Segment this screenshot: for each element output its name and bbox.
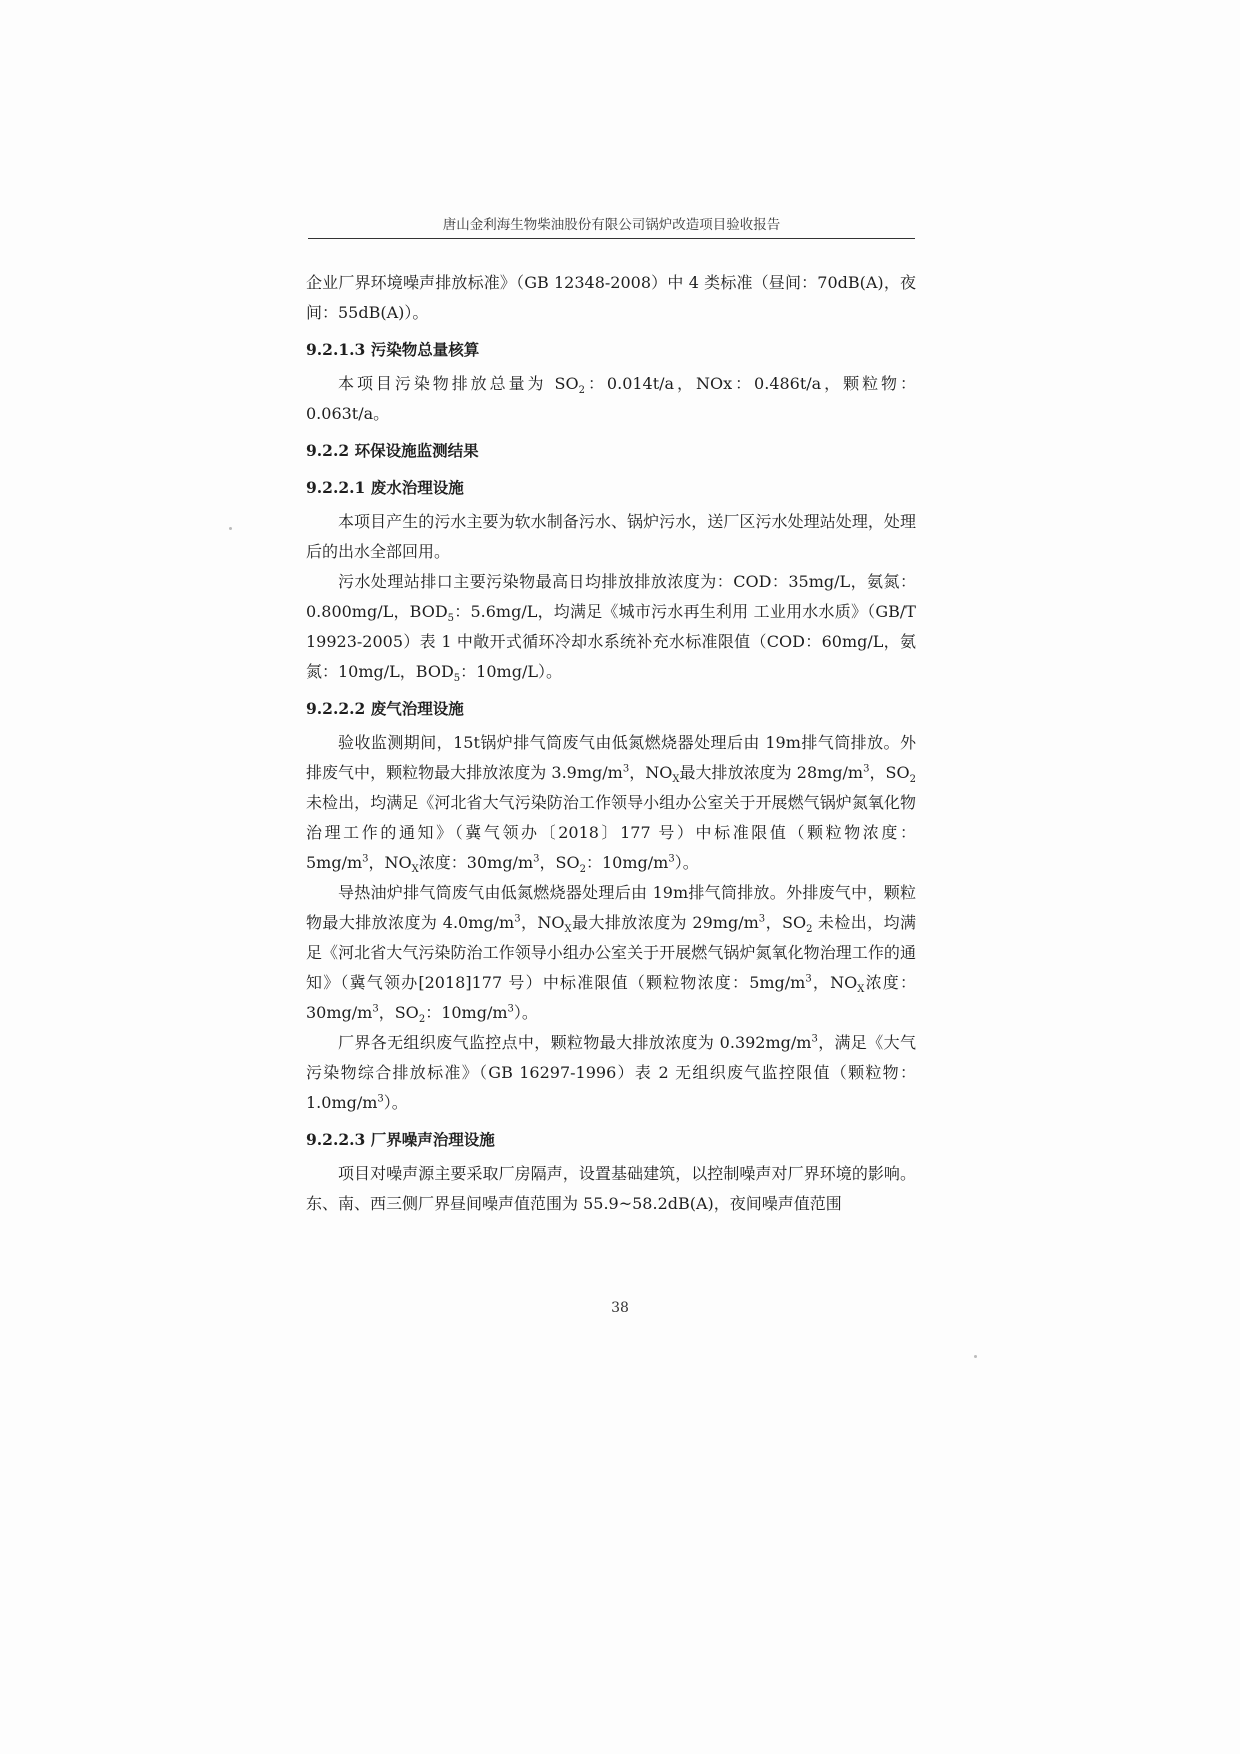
heading-number: 9.2.2 (306, 441, 350, 460)
paragraph-noise-control: 项目对噪声源主要采取厂房隔声，设置基础建筑，以控制噪声对厂界环境的影响。东、南、西三侧厂界昼间噪声值范围为 55.9~58.2dB(A)，夜间噪声值范围 (306, 1164, 916, 1213)
text-run: ）。 (513, 1003, 538, 1022)
text-run: ：0.014t/a，NOx：0.486t/a，颗粒物：0.063t/a。 (306, 374, 916, 423)
heading-text: 环保设施监测结果 (354, 442, 479, 460)
text-run: ：10mg/L）。 (460, 662, 562, 681)
superscript: 3 (514, 913, 521, 925)
subscript: 2 (909, 774, 916, 786)
paragraph-total-emissions (306, 369, 916, 429)
paragraph-wastewater-source: 本项目产生的污水主要为软水制备污水、锅炉污水，送厂区污水处理站处理，处理后的出水全部回用。 (306, 512, 916, 561)
text-run: 污水处理站排口主要污染物最高日均排放排放浓度为：COD：35mg/L，氨氮：0.800mg/L，BOD (306, 572, 916, 621)
subscript: X (411, 864, 419, 876)
superscript: 3 (758, 913, 766, 925)
text-run: ：10mg/m (425, 1003, 508, 1022)
text-run: 验收监测期间，15t锅炉排气筒废气由低氮燃烧器处理后由 19m排气筒排放。外排废气中，颗粒物最大排放浓度为 3.9mg/m (306, 733, 916, 782)
page-header: 唐山金利海生物柴油股份有限公司锅炉改造项目验收报告 (442, 217, 781, 233)
text-run: ）。 (674, 853, 699, 872)
scan-speck (974, 1355, 977, 1358)
heading-number: 9.2.2.1 (306, 478, 366, 497)
scan-speck (229, 527, 232, 530)
heading-9-2-1-3 (306, 335, 916, 365)
paragraph-oil-heater-exhaust (306, 878, 916, 1028)
superscript: 3 (863, 763, 870, 775)
text-run: ，满足《大气污染物综合排放标准》（GB 16297-1996）表 2 无组织废气监控限值（颗粒物：1.0mg/m (306, 1033, 916, 1112)
text-run: ，SO (539, 853, 580, 872)
heading-text: 污染物总量核算 (370, 341, 480, 359)
text-run: 本项目污染物排放总量为 SO (338, 374, 579, 393)
text-run: 浓度：30mg/m (306, 973, 916, 1022)
text-run: ）。 (383, 1093, 408, 1112)
paragraph-fugitive-emissions (306, 1028, 916, 1118)
text-run: ：10mg/m (585, 853, 669, 872)
subscript: 2 (578, 385, 586, 397)
superscript: 3 (533, 853, 540, 865)
heading-9-2-2-2 (306, 694, 916, 724)
text-run: 导热油炉排气筒废气由低氮燃烧器处理后由 19m排气筒排放。外排废气中，颗粒物最大排放浓度为 4.0mg/m (306, 883, 916, 932)
subscript: 5 (447, 613, 455, 625)
text-run: 未检出，均满足《河北省大气污染防治工作领导小组办公室关于开展燃气锅炉氮氧化物治理工作的通知》（冀气领办〔2018〕177 号）中标准限值（颗粒物浓度：5mg/m (306, 793, 916, 872)
subscript: 2 (806, 924, 813, 936)
text-run: ，SO (869, 763, 910, 782)
text-run: 厂界各无组织废气监控点中，颗粒物最大排放浓度为 0.392mg/m (338, 1033, 812, 1052)
text-run: ：5.6mg/L，均满足《城市污水再生利用 工业用水水质》（GB/T 19923-2005）表 1 中敞开式循环冷却水系统补充水标准限值（COD：60mg/L，氨氮：10mg/L，BOD (306, 602, 916, 681)
text-run: 浓度：30mg/m (418, 853, 534, 872)
text-run: ，NO (811, 973, 858, 992)
superscript: 3 (622, 763, 630, 775)
subscript: 5 (453, 673, 461, 685)
superscript: 3 (507, 1003, 514, 1015)
superscript: 3 (362, 853, 369, 865)
header-divider (308, 238, 915, 239)
heading-text: 废气治理设施 (370, 700, 464, 718)
page-number: 38 (611, 1300, 629, 1316)
text-run: 最大排放浓度为 29mg/m (571, 913, 759, 932)
subscript: X (857, 984, 865, 996)
paragraph-boiler-exhaust (306, 728, 916, 878)
heading-text: 厂界噪声治理设施 (370, 1131, 495, 1149)
heading-9-2-2-1 (306, 473, 916, 503)
text-run: ，SO (765, 913, 807, 932)
superscript: 3 (811, 1033, 818, 1045)
subscript: X (564, 924, 572, 936)
heading-number: 9.2.1.3 (306, 340, 366, 359)
paragraph-noise-standard: 企业厂界环境噪声排放标准》（GB 12348-2008）中 4 类标准（昼间：70dB(A)，夜间：55dB(A)）。 (306, 273, 916, 322)
page-content (306, 268, 916, 1219)
heading-number: 9.2.2.3 (306, 1130, 366, 1149)
superscript: 3 (377, 1093, 384, 1105)
superscript: 3 (372, 1003, 379, 1015)
heading-text: 废水治理设施 (370, 479, 464, 497)
subscript: 2 (418, 1014, 426, 1026)
superscript: 3 (668, 853, 675, 865)
text-run: 未检出，均满足《河北省大气污染防治工作领导小组办公室关于开展燃气锅炉氮氧化物治理工作的通知》（冀气领办[2018]177 号）中标准限值（颗粒物浓度：5mg/m (306, 913, 916, 992)
heading-9-2-2-3 (306, 1125, 916, 1155)
text-run: ，NO (368, 853, 412, 872)
superscript: 3 (805, 973, 812, 985)
subscript: 2 (579, 864, 586, 876)
text-run: ，SO (378, 1003, 419, 1022)
subscript: X (672, 774, 680, 786)
heading-9-2-2 (306, 436, 916, 466)
text-run: 最大排放浓度为 28mg/m (679, 763, 864, 782)
text-run: ，NO (629, 763, 673, 782)
heading-number: 9.2.2.2 (306, 699, 366, 718)
paragraph-wastewater-results (306, 567, 916, 687)
text-run: ，NO (520, 913, 565, 932)
